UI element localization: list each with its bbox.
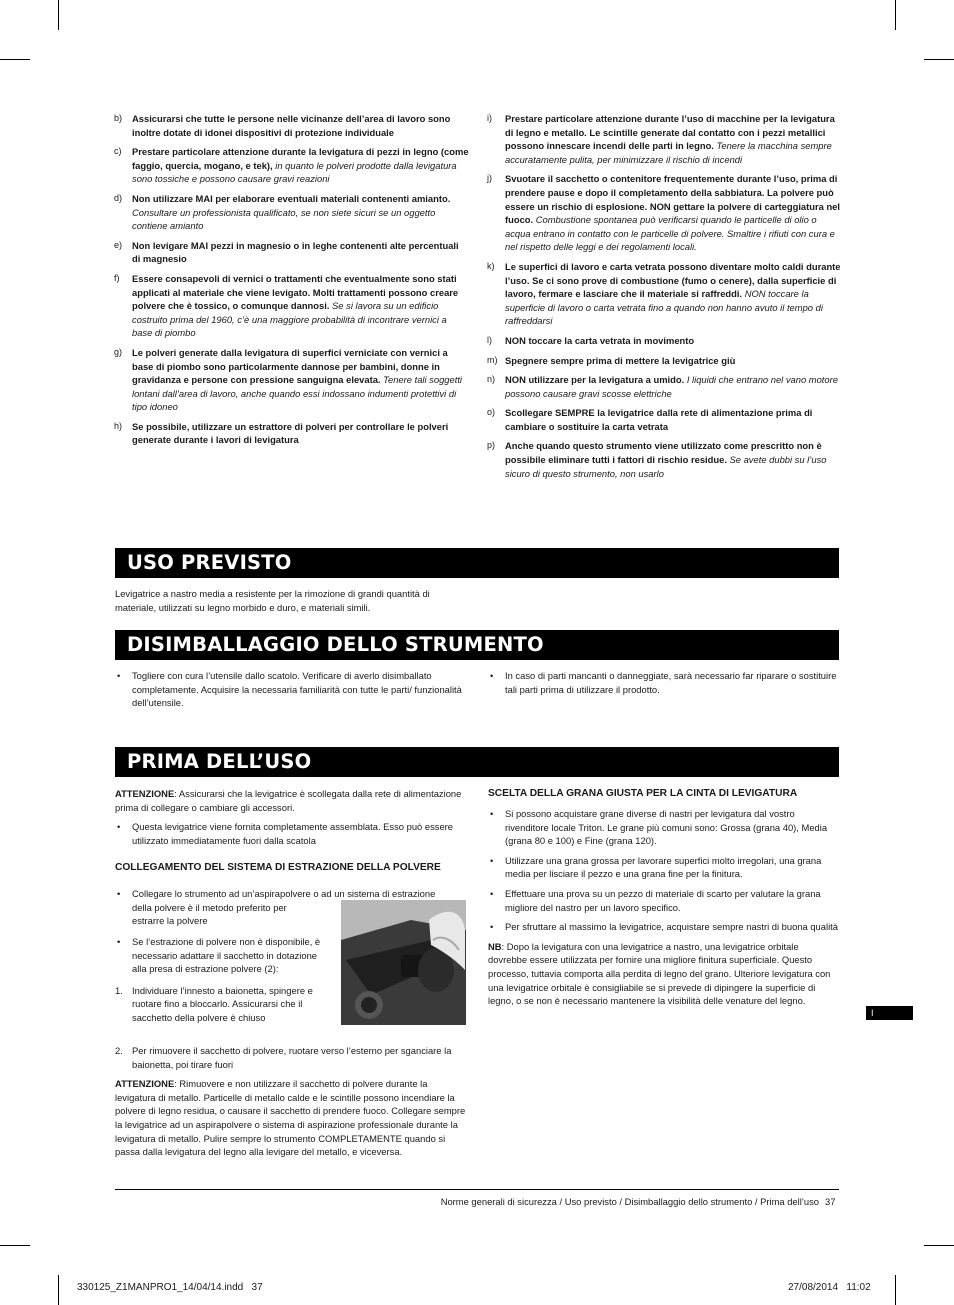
subhead-grana: SCELTA DELLA GRANA GIUSTA PER LA CINTA DI LEVIGATURA	[488, 788, 798, 799]
safety-item-g: g) Le polveri generate dalla levigatura di superfici verniciate con vernici a base di piombo sono particolarmente dannose per bambini, donne in gravidanza e persone con pressione sanguigna elevata. Tenere tali soggetti lontani dall’area di lavoro, anche quando essi indossano indumenti protettivi di tipo idoneo	[114, 346, 463, 413]
crop-mark	[58, 0, 59, 30]
safety-item-l: l) NON toccare la carta vetrata in movimento	[487, 334, 695, 346]
prima-uso-left-bottom	[115, 1044, 467, 1159]
footer-breadcrumb: Norme generali di sicurezza / Uso previsto / Disimballaggio dello strumento / Prima dell’uso	[440, 1196, 819, 1207]
disimballaggio-right	[488, 669, 838, 702]
prima-uso-left-top	[115, 787, 467, 881]
nb-note: NB: Dopo la levigatura con una levigatrice a nastro, una levigatrice orbitale dovrebbe essere utilizzata per fornire una migliore finitura superficiale. Questo processo, tuttavia comporta alla perdita di legno del grano. Ulteriore levigatura con una levigatrice orbitale è consigliabile se si prevede di dipingere la superficie di legno, o se non è necessario mantenere la visibilità delle venature del legno.	[488, 940, 831, 1007]
list-item: • Effettuare una prova su un pezzo di materiale di scarto per valutare la grana migliore del nastro per un lavoro specifico.	[490, 887, 821, 913]
disimballaggio-left	[115, 669, 465, 716]
safety-item-e: e) Non levigare MAI pezzi in magnesio o in leghe contenenti alte percentuali di magnesio	[114, 239, 459, 265]
safety-item-h: h) Se possibile, utilizzare un estrattore di polveri per controllare le polveri generate durante i lavori di levigatura	[114, 420, 449, 446]
section-heading-prima-uso: PRIMA DELL’USO	[115, 747, 839, 777]
crop-mark	[895, 0, 896, 30]
crop-mark	[0, 1245, 30, 1246]
section-heading-uso-previsto: USO PREVISTO	[115, 548, 839, 578]
safety-list-right	[487, 112, 842, 486]
attenzione-note-1: ATTENZIONE: Assicurarsi che la levigatrice è scollegata dalla rete di alimentazione prima di collegare o cambiare gli accessori.	[115, 788, 462, 813]
page-number: 37	[825, 1196, 836, 1207]
list-item: • Si possono acquistare grane diverse di nastri per levigatura dal vostro rivenditore locale Triton. Le grane più comuni sono: Grossa (grana 40), Media (grana 80 e 100) e Fine (grana 120).	[490, 808, 828, 847]
safety-item-d: d) Non utilizzare MAI per elaborare eventuali materiali contenenti amianto. Consultare un professionista qualificato, se non siete sicuri se un oggetto contiene amianto	[114, 192, 451, 232]
safety-item-o: o) Scollegare SEMPRE la levigatrice dalla rete di alimentazione prima di cambiare o sostituire la carta vetrata	[487, 407, 813, 432]
safety-item-j: j) Svuotare il sacchetto o contenitore frequentemente durante l’uso, prima di prendere pause e dopo il completamento della sabbiatura. La polvere può essere un rischio di esplosione. NON gettare la polvere di carteggiatura nel fuoco. Combustione spontanea può verificarsi quando le particelle di olio o acqua entrano in contatto con le particelle di polvere. Smaltire i rifiuti con cura e nel rispetto delle leggi e dei regolamenti locali.	[487, 173, 841, 253]
list-item: • Questa levigatrice viene fornita completamente assemblata. Esso può essere utilizzato immediatamente fuori dalla scatola	[117, 821, 454, 846]
list-item: • In caso di parti mancanti o danneggiate, sarà necessario far riparare o sostituire tali parti prima di utilizzare il prodotto.	[490, 670, 837, 695]
safety-item-c: c) Prestare particolare attenzione durante la levigatura di pezzi in legno (come faggio, quercia, mogano, e tek), in quanto le polveri prodotte dalla levigatura sono tossiche e possono causare gravi reazioni	[114, 146, 469, 185]
crop-mark	[58, 1275, 59, 1305]
safety-list-left	[114, 112, 469, 453]
step-2: 2. Per rimuovere il sacchetto di polvere, ruotare verso l’esterno per sganciare la baionetta, poi tirare fuori	[115, 1045, 452, 1070]
print-file-info: 330125_Z1MANPRO1_14/04/14.indd 37	[77, 1282, 263, 1293]
crop-mark	[895, 1275, 896, 1305]
step-1: 1. Individuare l’innesto a baionetta, spingere e ruotare fino a bloccarlo. Assicurarsi che il sacchetto della polvere è chiuso	[115, 984, 313, 1023]
language-tab: I	[866, 1006, 913, 1020]
safety-item-m: m) Spegnere sempre prima di mettere la levigatrice giù	[487, 354, 736, 366]
list-item: • Togliere con cura l’utensile dallo scatolo. Verificare di averlo disimballato completamente. Acquisire la necessaria familiarità con tutte le parti/ funzionalità dell’utensile.	[117, 670, 462, 709]
safety-item-f: f) Essere consapevoli di vernici o trattamenti che eventualmente sono stati applicati al materiale che viene levigato. Molti trattamenti possono creare polvere che è tossico, o comunque dannosi. Se si lavora su un edificio costruito prima del 1960, c’è una maggiore probabilità di incontrare vernici a base di piombo	[114, 272, 459, 339]
uso-previsto-text: Levigatrice a nastro media a resistente per la rimozione di grandi quantità di materiale, utilizzati su legno morbido e duro, e materiali simili.	[115, 588, 430, 613]
crop-mark	[924, 59, 954, 60]
list-item: • Se l’estrazione di polvere non è disponibile, è necessario adattare il sacchetto in dotazione alla presa di estrazione polvere (2):	[117, 936, 321, 975]
list-item: • Per sfruttare al massimo la levigatrice, acquistare sempre nastri di buona qualità	[490, 921, 838, 933]
section-heading-disimballaggio: DISIMBALLAGGIO DELLO STRUMENTO	[115, 630, 839, 660]
prima-uso-left-narrow	[115, 935, 328, 1031]
attenzione-note-2: ATTENZIONE: Rimuovere e non utilizzare il sacchetto di polvere durante la levigatura di metallo. Particelle di metallo calde e le scintille possono incendiare la polvere di legno residua, o causare il sacchetto di prendere fuoco. Collegare sempre la levigatrice ad un aspirapolvere o sistema di aspirazione professionale durante la levigatura di metallo. Pulire sempre lo strumento COMPLETAMENTE quando si passa dalla levigatura del legno alla levigare del metallo, e viceversa.	[115, 1078, 466, 1158]
prima-uso-right	[488, 787, 840, 1008]
crop-mark	[0, 59, 30, 60]
subhead-estrazione: COLLEGAMENTO DEL SISTEMA DI ESTRAZIONE DELLA POLVERE	[115, 862, 441, 874]
safety-item-p: p) Anche quando questo strumento viene utilizzato come prescritto non è possibile eliminare tutti i fattori di rischio residue. Se avete dubbi su l’uso sicuro di questo strumento, non usarlo	[487, 440, 827, 479]
list-item: • Collegare lo strumento ad un’aspirapolvere o ad un sistema di estrazione della polvere è il metodo preferito per estrarre la polvere	[117, 888, 436, 927]
sander-dust-bag-photo	[341, 900, 466, 1025]
safety-item-i: i) Prestare particolare attenzione durante l’uso di macchine per la levigatura di legno e metallo. Le scintille generate dal contatto con i pezzi metallici possono innescare incendi delle parti in legno. Tenere la macchina sempre accuratamente pulita, per minimizzare il rischio di incendi	[487, 113, 835, 165]
safety-item-k: k) Le superfici di lavoro e carta vetrata possono diventare molto caldi durante l’uso. Se ci sono prove di combustione (fumo o cenere), dalla superficie di lavoro, fermare e lasciare che il materiale si raffreddi. NON toccare la superficie di lavoro o carta vetrata fino a quando non hanno avuto il tempo di raffreddarsi	[487, 260, 841, 327]
print-date: 27/08/2014 11:02	[788, 1282, 871, 1293]
safety-item-b: b) Assicurarsi che tutte le persone nelle vicinanze dell’area di lavoro sono inoltre dotate di idonei dispositivi di protezione individuale	[114, 113, 451, 138]
footer-rule	[115, 1189, 839, 1190]
list-item: • Utilizzare una grana grossa per lavorare superfici molto irregolari, una grana media per lisciare il pezzo e una grana fine per la finitura.	[490, 854, 822, 880]
crop-mark	[924, 1245, 954, 1246]
safety-item-n: n) NON utilizzare per la levigatura a umido. I liquidi che entrano nel vano motore possono causare gravi scosse elettriche	[487, 374, 838, 399]
